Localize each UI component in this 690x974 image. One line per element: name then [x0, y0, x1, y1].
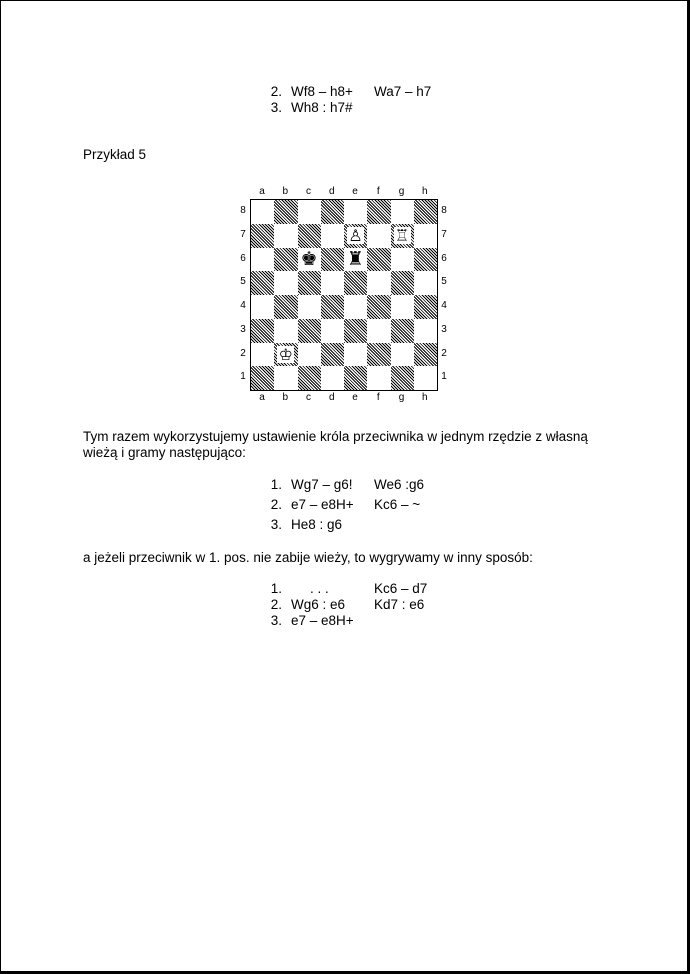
file-label-top-d: d — [328, 186, 335, 197]
square-e2 — [344, 343, 367, 367]
square-g3 — [391, 319, 414, 343]
move-number: 3. — [270, 517, 282, 532]
square-a3 — [251, 319, 274, 343]
file-label-bottom-c: c — [306, 392, 311, 403]
square-c8 — [298, 200, 321, 224]
square-e8 — [344, 200, 367, 224]
square-e4 — [344, 295, 367, 319]
rank-label-left-6: 6 — [240, 252, 246, 264]
move-number: 3. — [270, 613, 282, 628]
square-h7 — [414, 224, 437, 248]
square-g5 — [391, 271, 414, 295]
square-h2 — [414, 343, 437, 367]
rank-label-left-2: 2 — [240, 347, 246, 359]
square-e3 — [344, 319, 367, 343]
square-a6 — [251, 248, 274, 272]
square-d1 — [321, 366, 344, 390]
rank-label-right-1: 1 — [441, 371, 447, 383]
file-label-bottom-b: b — [282, 392, 289, 403]
file-label-bottom-e: e — [352, 392, 358, 403]
white-king-icon: ♔ — [278, 344, 293, 364]
file-label-top-f: f — [376, 186, 380, 197]
rank-label-left-4: 4 — [240, 300, 246, 311]
square-f7 — [367, 224, 390, 248]
move-number: 1. — [270, 477, 282, 492]
file-label-bottom-a: a — [259, 392, 265, 403]
square-d5 — [321, 271, 344, 295]
black-rook-icon: ♜ — [346, 247, 365, 270]
square-f4 — [367, 295, 390, 319]
rank-label-left-3: 3 — [240, 323, 246, 335]
white-pawn-icon: ♙ — [348, 225, 363, 245]
square-c5 — [298, 271, 321, 295]
file-label-top-b: b — [282, 186, 289, 197]
square-b1 — [274, 366, 297, 390]
rank-label-right-2: 2 — [441, 347, 447, 359]
square-d8 — [321, 200, 344, 224]
black-move: We6 :g6 — [374, 477, 425, 492]
move-number: 3. — [270, 100, 282, 115]
white-move: . . . — [310, 581, 329, 596]
square-a1 — [251, 366, 274, 390]
square-h8 — [414, 200, 437, 224]
rank-label-right-6: 6 — [441, 252, 447, 264]
square-e5 — [344, 271, 367, 295]
square-b4 — [274, 295, 297, 319]
white-move: He8 : g6 — [291, 517, 343, 532]
rank-label-right-5: 5 — [441, 276, 447, 288]
square-d7 — [321, 224, 344, 248]
rank-label-right-7: 7 — [441, 228, 447, 240]
file-label-bottom-g: g — [398, 392, 405, 403]
square-f6 — [367, 248, 390, 272]
square-b5 — [274, 271, 297, 295]
rank-label-left-1: 1 — [240, 371, 246, 383]
rank-label-left-7: 7 — [240, 228, 246, 240]
white-move: e7 – e8H+ — [291, 613, 354, 628]
square-g6 — [391, 248, 414, 272]
white-move: e7 – e8H+ — [291, 497, 354, 512]
square-c1 — [298, 366, 321, 390]
white-move: Wf8 – h8+ — [291, 84, 353, 99]
square-h6 — [414, 248, 437, 272]
square-b7 — [274, 224, 297, 248]
rank-label-right-3: 3 — [441, 323, 447, 335]
chess-board — [250, 199, 438, 391]
square-f1 — [367, 366, 390, 390]
square-g1 — [391, 366, 414, 390]
square-d3 — [321, 319, 344, 343]
white-move: Wg7 – g6! — [291, 477, 353, 492]
square-d4 — [321, 295, 344, 319]
square-d2 — [321, 343, 344, 367]
file-label-top-e: e — [352, 186, 358, 197]
white-move: Wh8 : h7# — [291, 100, 353, 115]
square-g8 — [391, 200, 414, 224]
black-move: Kc6 – ~ — [374, 497, 421, 512]
square-c3 — [298, 319, 321, 343]
rank-label-left-5: 5 — [240, 276, 246, 288]
square-c4 — [298, 295, 321, 319]
paragraph-line: a jeżeli przeciwnik w 1. pos. nie zabije wieży, to wygrywamy w inny sposób: — [83, 550, 533, 565]
square-a2 — [251, 343, 274, 367]
file-label-bottom-f: f — [376, 392, 380, 403]
white-rook-icon: ♖ — [394, 225, 410, 245]
square-a5 — [251, 271, 274, 295]
square-d6 — [321, 248, 344, 272]
square-a4 — [251, 295, 274, 319]
square-b6 — [274, 248, 297, 272]
square-a8 — [251, 200, 274, 224]
black-move: Kc6 – d7 — [374, 581, 428, 596]
square-h1 — [414, 366, 437, 390]
rank-label-left-8: 8 — [240, 205, 246, 216]
square-b3 — [274, 319, 297, 343]
black-move: Kd7 : e6 — [374, 597, 425, 612]
black-move: Wa7 – h7 — [374, 84, 432, 99]
square-a7 — [251, 224, 274, 248]
move-number: 2. — [270, 84, 282, 99]
square-b8 — [274, 200, 297, 224]
square-f5 — [367, 271, 390, 295]
black-king-icon: ♚ — [300, 247, 318, 270]
white-move: Wg6 : e6 — [291, 597, 346, 612]
file-label-bottom-h: h — [421, 392, 428, 403]
square-h5 — [414, 271, 437, 295]
move-number: 2. — [270, 497, 282, 512]
square-f3 — [367, 319, 390, 343]
file-label-top-c: c — [306, 186, 311, 197]
square-f8 — [367, 200, 390, 224]
rank-label-right-4: 4 — [441, 300, 447, 311]
square-g4 — [391, 295, 414, 319]
example-title: Przykład 5 — [83, 147, 147, 162]
square-f2 — [367, 343, 390, 367]
square-h3 — [414, 319, 437, 343]
rank-label-right-8: 8 — [441, 205, 447, 216]
file-label-bottom-d: d — [328, 392, 335, 403]
paragraph-line: wieżą i gramy następująco: — [83, 445, 246, 460]
move-number: 1. — [270, 581, 282, 596]
square-e1 — [344, 366, 367, 390]
file-label-top-a: a — [259, 186, 265, 197]
file-label-top-h: h — [421, 186, 428, 197]
square-h4 — [414, 295, 437, 319]
square-g2 — [391, 343, 414, 367]
paragraph-line: Tym razem wykorzystujemy ustawienie króla przeciwnika w jednym rzędzie z własną — [83, 429, 588, 444]
square-c7 — [298, 224, 321, 248]
square-c2 — [298, 343, 321, 367]
move-number: 2. — [270, 597, 282, 612]
file-label-top-g: g — [398, 186, 405, 197]
